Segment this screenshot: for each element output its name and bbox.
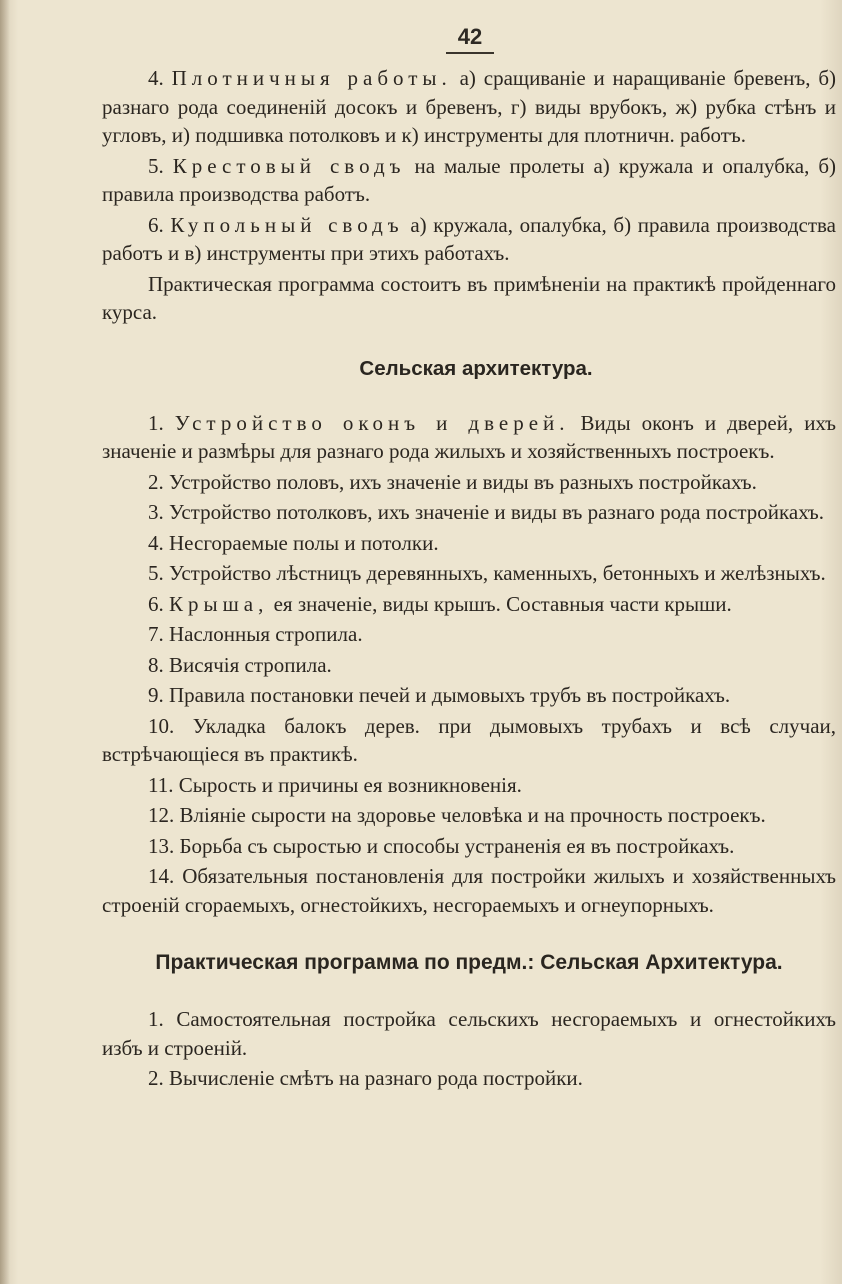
item-text: Сырость и причины ея возникновенія. (178, 772, 522, 797)
rural-architecture-list (102, 409, 836, 920)
list-item (102, 862, 836, 919)
item-number: 13. (148, 833, 175, 858)
item-number: 5. (148, 153, 164, 178)
item-number: 6. (148, 591, 164, 616)
list-item (102, 1005, 836, 1062)
item-number: 7. (148, 622, 164, 646)
list-item (102, 409, 836, 466)
list-item (102, 832, 836, 861)
item-text: Правила постановки печей и дымовыхъ трубъ въ постройкахъ. (169, 683, 731, 707)
list-item (102, 590, 836, 619)
item-number: 2. (148, 1066, 164, 1090)
item-number: 11. (148, 772, 174, 797)
practical-program-list (102, 1005, 836, 1093)
item-text: а) кружала, опалубка, б) правила производства работъ и в) инструменты при этихъ работахъ. (102, 212, 837, 265)
item-spaced-title: Крестовый сводъ (172, 153, 406, 178)
list-item (102, 152, 836, 209)
item-spaced-title: Крыша, (169, 591, 269, 616)
page-spine-shadow (0, 0, 10, 1284)
section-heading-rural-architecture: Сельская архитектура. (359, 356, 593, 380)
list-item (102, 620, 836, 649)
list-item (102, 559, 836, 588)
item-number: 2. (148, 469, 164, 494)
item-text: Укладка балокъ дерев. при дымовыхъ трубахъ и всѣ случаи, встрѣчающіеся въ практикѣ. (102, 713, 836, 766)
item-text: Самостоятельная постройка сельскихъ несгораемыхъ и огнестойкихъ избъ и строеній. (102, 1007, 836, 1060)
item-number: 14. (148, 864, 175, 888)
page-number-underline (446, 52, 494, 54)
list-item (102, 712, 836, 769)
item-number: 1. (148, 410, 164, 435)
item-text: а) сращиваніе и наращиваніе бревенъ, б) разнаго рода соединеній досокъ и бревенъ, г) виды врубокъ, ж) рубка стѣнъ и угловъ, и) подшивка потолковъ и к) инструменты для плотничн. работъ. (102, 66, 837, 147)
item-text: Висячія стропила. (169, 652, 332, 677)
carpentry-list (102, 64, 836, 327)
item-number: 10. (148, 713, 175, 738)
list-item (102, 651, 836, 680)
item-number: 4. (148, 530, 164, 555)
practical-program-note: Практическая программа состоитъ въ примѣненіи на практикѣ пройденнаго курса. (102, 271, 836, 324)
item-text: Устройство потолковъ, ихъ значеніе и виды въ разнаго рода постройкахъ. (169, 500, 825, 524)
item-text: Наслонныя стропила. (169, 622, 363, 646)
item-number: 5. (148, 561, 164, 585)
item-spaced-title: Плотничныя работы. (171, 66, 452, 90)
item-number: 9. (148, 683, 164, 707)
item-text: Вычисленіе смѣтъ на разнаго рода постройки. (169, 1066, 583, 1090)
item-text: Виды оконъ и дверей, ихъ значеніе и размѣры для разнаго рода жилыхъ и хозяйственныхъ построекъ. (102, 410, 836, 463)
list-item (102, 211, 836, 268)
list-item (102, 801, 836, 830)
item-number: 1. (148, 1007, 164, 1031)
item-text: Несгораемые полы и потолки. (169, 530, 439, 555)
item-number: 6. (148, 212, 164, 237)
list-item (102, 64, 836, 150)
item-number: 3. (148, 500, 164, 524)
item-text: Борьба съ сыростью и способы устраненія ея въ постройкахъ. (179, 833, 735, 858)
list-item (102, 468, 836, 497)
item-number: 4. (148, 66, 164, 90)
page-number: 42 (457, 24, 483, 49)
list-item (102, 771, 836, 800)
item-spaced-title: Устройство оконъ и дверей. (174, 410, 570, 435)
item-text: на малые пролеты а) кружала и опалубка, б) правила производства работъ. (102, 153, 837, 206)
item-text: ея значеніе, виды крышъ. Составныя части крыши. (268, 591, 732, 616)
item-number: 12. (148, 803, 175, 827)
item-spaced-title: Купольный сводъ (170, 212, 404, 237)
item-text: Устройство лѣстницъ деревянныхъ, каменныхъ, бетонныхъ и желѣзныхъ. (169, 561, 826, 585)
list-item (102, 529, 836, 558)
section-heading-practical-program: Практическая программа по предм.: Сельская Архитектура. (155, 951, 783, 974)
list-item (102, 681, 836, 710)
item-text: Устройство половъ, ихъ значеніе и виды въ разныхъ постройкахъ. (169, 469, 757, 494)
item-text: Вліяніе сырости на здоровье человѣка и на прочность построекъ. (179, 803, 766, 827)
list-item (102, 498, 836, 527)
item-number: 8. (148, 652, 164, 677)
page-content (102, 64, 836, 1095)
list-item (102, 1064, 836, 1093)
item-text: Обязательныя постановленія для постройки жилыхъ и хозяйственныхъ строеній сгораемыхъ, огнестойкихъ, несгораемыхъ и огнеупорныхъ. (102, 864, 837, 917)
